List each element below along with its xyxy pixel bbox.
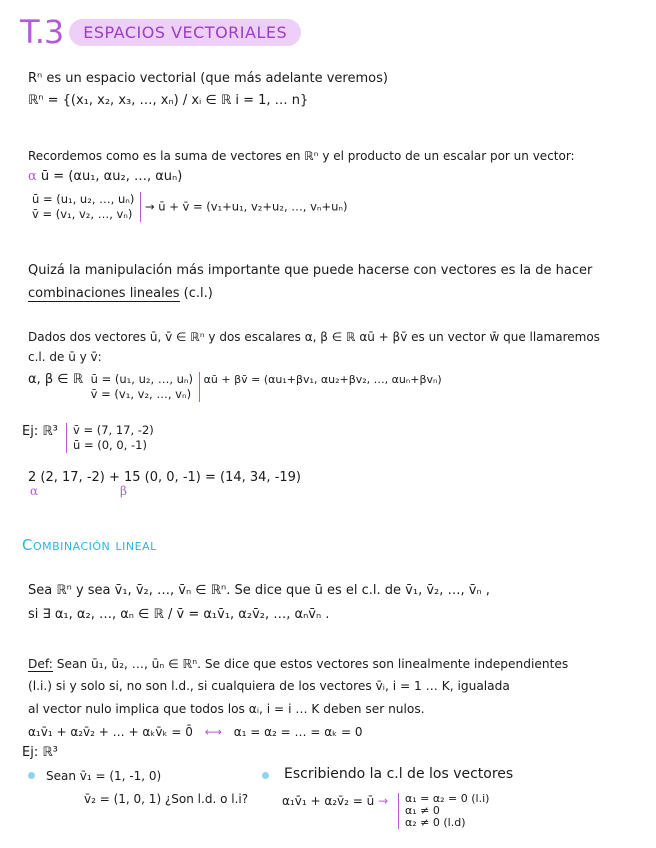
scalar-product: [28, 168, 182, 186]
def-label: Def:: [28, 657, 53, 671]
intro-line-1: Rⁿ es un espacio vectorial (que más adelante veremos): [28, 71, 388, 86]
dados-vector-pair: [91, 372, 200, 402]
ej2-escribiendo: Escribiendo la c.l de los vectores: [284, 766, 514, 782]
ej2-v2: v̄₂ = (1, 0, 1) ¿Son l.d. o l.i?: [84, 792, 249, 806]
page-title: [20, 10, 301, 54]
scalars-in-r: α, β ∈ ℝ: [28, 372, 84, 387]
bullet-dot: [28, 772, 35, 779]
alpha-label: α: [30, 484, 39, 498]
ejemplo-label: Ej: ℝ³: [22, 424, 58, 439]
ejemplo-calculation: 2 (2, 17, -2) + 15 (0, 0, -1) = (14, 34, -19): [28, 470, 302, 485]
dados-line-1: Dados dos vectores ū, v̄ ∈ ℝⁿ y dos escalares α, β ∈ ℝ αū + βv̄ es un vector w̄ que llamaremos: [28, 330, 600, 344]
ej2-result-li: α₁ = α₂ = 0 (l.i): [405, 792, 490, 805]
ejemplo-block: [22, 423, 154, 453]
def-line-4: [28, 723, 363, 741]
def-text-1: Sean ū₁, ū₂, …, ūₙ ∈ ℝⁿ. Se dice que estos vectores son linealmente independientes: [56, 657, 569, 671]
ejemplo-vector-u: ū = (0, 0, -1): [73, 438, 147, 452]
cl-abbrev: (c.l.): [183, 286, 213, 301]
quiza-line-1: Quizá la manipulación más importante que puede hacerse con vectores es la de hacer: [28, 263, 593, 278]
intro-line-2: ℝⁿ = {(x₁, x₂, x₃, …, xₙ) / xᵢ ∈ ℝ i = 1, … n}: [28, 93, 309, 108]
ej2-results: [398, 793, 489, 829]
section-combinacion-lineal: Combinación lineal: [22, 536, 157, 554]
scalar-product-text: ū = (αu₁, αu₂, …, αuₙ): [40, 169, 183, 184]
bullet-dot: [262, 772, 269, 779]
combinaciones-lineales: combinaciones lineales: [28, 286, 180, 301]
ej2-eq: α₁v̄₁ + α₂v̄₂ = ū: [282, 794, 375, 808]
ejemplo-vector-v: v̄ = (7, 17, -2): [73, 423, 154, 437]
ej2-result-ld: α₂ ≠ 0 (l.d): [405, 816, 466, 829]
topic-number: T.3: [20, 13, 64, 51]
vector-u: ū = (u₁, u₂, …, uₙ): [32, 192, 135, 206]
vector-pair: [32, 192, 141, 222]
alpha-symbol: α: [28, 169, 37, 184]
vector-sum: → ū + v̄ = (v₁+u₁, v₂+u₂, …, vₙ+uₙ): [144, 199, 348, 214]
recordemos-line-1: Recordemos como es la suma de vectores en ℝⁿ y el producto de un escalar por un vector:: [28, 149, 575, 163]
topic-label: ESPACIOS VECTORIALES: [69, 19, 301, 46]
def-line-1: [28, 655, 568, 673]
vector-sum-block: [32, 192, 347, 222]
equivalence-arrow: ⟷: [204, 725, 222, 739]
combinacion-line-1: Sea ℝⁿ y sea v̄₁, v̄₂, …, v̄ₙ ∈ ℝⁿ. Se dice que ū es el c.l. de v̄₁, v̄₂, …, v̄ₙ ,: [28, 583, 490, 598]
dados-line-2: c.l. de ū y v̄:: [28, 350, 102, 364]
linear-combination-result: αū + βv̄ = (αu₁+βv₁, αu₂+βv₂, …, αuₙ+βvₙ): [203, 373, 442, 386]
vector-v: v̄ = (v₁, v₂, …, vₙ): [32, 207, 133, 221]
quiza-line-2: [28, 285, 213, 303]
def-equation-left: α₁v̄₁ + α₂v̄₂ + … + αₖv̄ₖ = 0̄: [28, 725, 193, 739]
ej2-equation: [282, 792, 388, 810]
def-line-3: al vector nulo implica que todos los αᵢ, i = i … K deben ser nulos.: [28, 702, 425, 716]
dados-vector-v: v̄ = (v₁, v₂, …, vₙ): [90, 387, 192, 401]
ej2-arrow: →: [378, 794, 389, 808]
ej2-result-a1: α₁ ≠ 0: [405, 804, 440, 817]
ejemplo-vectors: [66, 423, 154, 453]
dados-vector-u: ū = (u₁, u₂, …, uₙ): [90, 372, 193, 386]
dados-formula: [28, 372, 442, 402]
beta-label: β: [120, 484, 127, 498]
def-equation-right: α₁ = α₂ = … = αₖ = 0: [233, 725, 363, 739]
ej2-label: Ej: ℝ³: [22, 745, 58, 760]
combinacion-line-2: si ∃ α₁, α₂, …, αₙ ∈ ℝ / v̄ = α₁v̄₁, α₂v̄₂, …, αₙv̄ₙ .: [28, 607, 330, 622]
ej2-sean: Sean v̄₁ = (1, -1, 0): [46, 769, 162, 783]
def-line-2: (l.i.) si y solo si, no son l.d., si cualquiera de los vectores v̄ᵢ, i = 1 … K, igualada: [28, 679, 510, 693]
